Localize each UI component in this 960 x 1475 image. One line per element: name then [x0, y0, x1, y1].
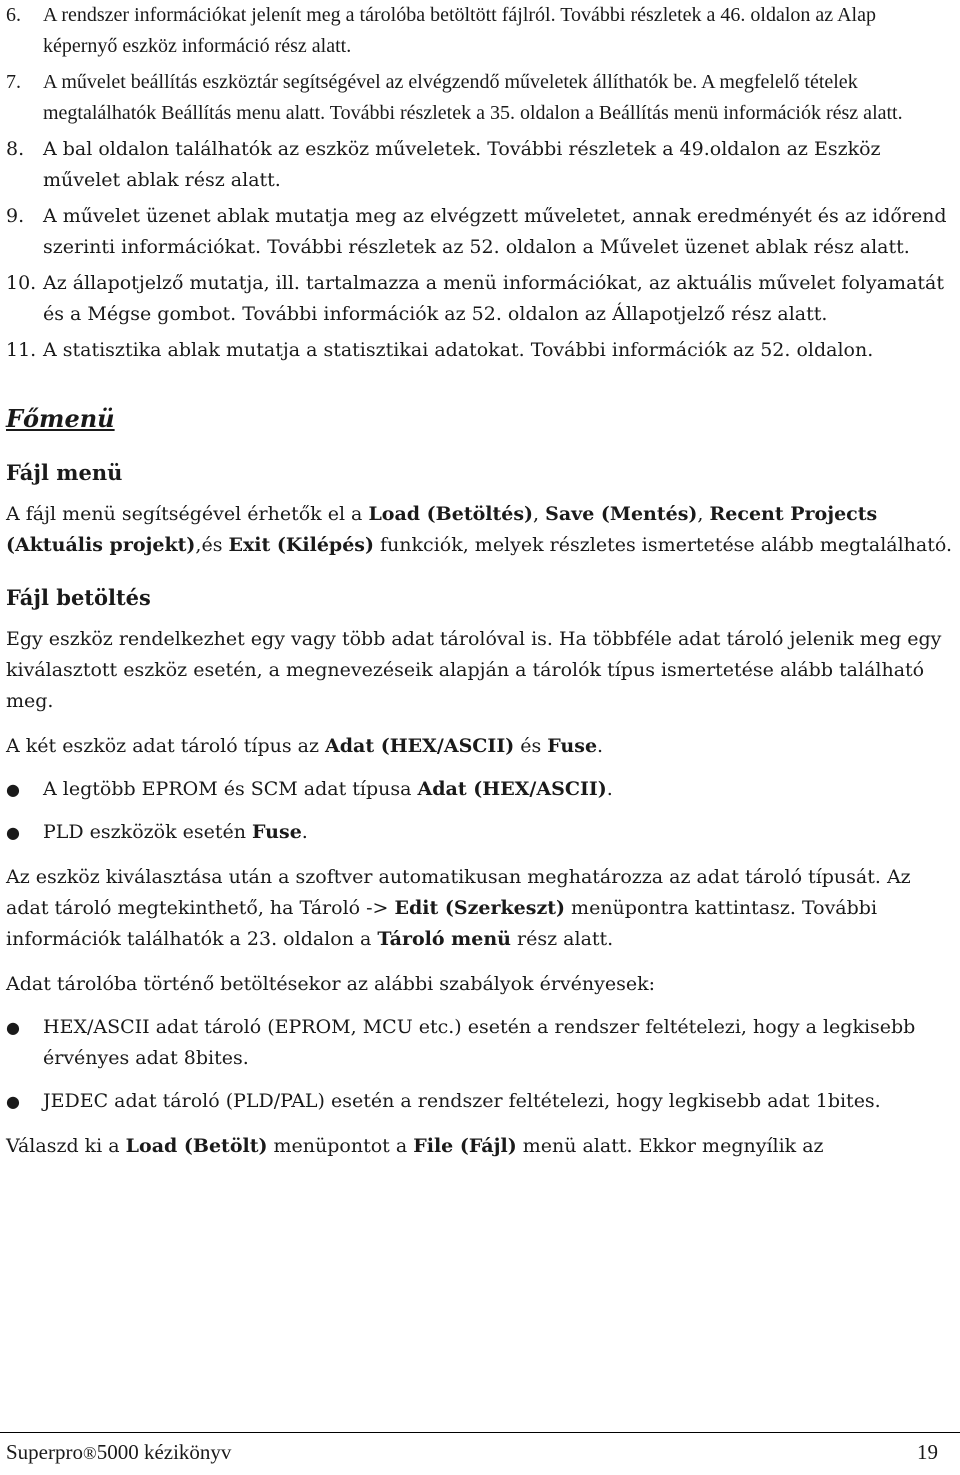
section-heading-main-menu: Főmenü: [6, 404, 115, 433]
list-item: [6, 0, 954, 62]
section-heading-file-load: Fájl betöltés: [6, 585, 151, 610]
list-text: A művelet beállítás eszköztár segítségével az elvégzendő műveletek állíthatók be. A megfelelő tételek megtalálhatók Beállítás menu alatt. További részletek a 35. oldalon a Beállítás menü információk rész alatt.: [43, 71, 903, 124]
list-text: A bal oldalon találhatók az eszköz műveletek. További részletek a 49.oldalon az Eszköz művelet ablak rész alatt.: [43, 138, 881, 191]
bold-term: Fuse: [547, 735, 598, 757]
list-number: 11.: [6, 339, 37, 361]
paragraph-select: Az eszköz kiválasztása után a szoftver automatikusan meghatározza az adat tároló típusát. Az adat tároló megtekinthető, ha Tároló -> Edit (Szerkeszt) menüpontra kattintasz. További információk találhatók a 23. oldalon a Tároló menü rész alatt.: [6, 866, 911, 950]
bold-term: Load (Betöltés): [368, 503, 534, 525]
list-number: 7.: [6, 71, 21, 93]
list-text: A statisztika ablak mutatja a statisztikai adatokat. További információk az 52. oldalon.: [43, 339, 874, 361]
bullet-item: ● A legtöbb EPROM és SCM adat típusa Adat (HEX/ASCII).: [6, 774, 954, 805]
bold-term: Load (Betölt): [125, 1135, 268, 1157]
bullet-item: ● HEX/ASCII adat tároló (EPROM, MCU etc.) esetén a rendszer feltételezi, hogy a legkisebb érvényes adat 8bites.: [6, 1012, 954, 1074]
registered-mark: ®: [83, 1443, 97, 1463]
list-item: [6, 335, 954, 366]
list-item: [6, 134, 954, 196]
bullet-icon: ●: [6, 823, 20, 842]
list-number: 8.: [6, 138, 25, 160]
footer-divider: [0, 1432, 960, 1433]
page-number: 19: [917, 1440, 938, 1464]
paragraph-last: Válaszd ki a Load (Betölt) menüpontot a File (Fájl) menü alatt. Ekkor megnyílik az: [6, 1135, 824, 1157]
bullet-icon: ●: [6, 780, 20, 799]
paragraph-rules: Adat tárolóba történő betöltésekor az alábbi szabályok érvényesek:: [6, 973, 656, 995]
list-item: [6, 201, 954, 263]
bullet-icon: ●: [6, 1092, 20, 1111]
list-number: 9.: [6, 205, 25, 227]
bold-term: File (Fájl): [413, 1135, 517, 1157]
bold-term: Tároló menü: [377, 928, 511, 950]
list-text: A rendszer információkat jelenít meg a tárolóba betöltött fájlról. További részletek a 46. oldalon az Alap képernyő eszköz információ rész alatt.: [43, 4, 876, 57]
bold-term: Fuse: [252, 821, 302, 843]
bullet-icon: ●: [6, 1018, 20, 1037]
bold-term: Exit (Kilépés): [228, 534, 374, 556]
list-text: Az állapotjelző mutatja, ill. tartalmazza a menü információkat, az aktuális művelet folyamatát és a Mégse gombot. További információk az 52. oldalon az Állapotjelző rész alatt.: [43, 272, 944, 325]
document-page: [6, 0, 954, 1162]
paragraph-storage: Egy eszköz rendelkezhet egy vagy több adat tárolóval is. Ha többféle adat tároló jelenik meg egy kiválasztott eszköz esetén, a megnevezéseik alapján a tárolók típus ismertetése alább található meg.: [6, 628, 942, 712]
list-text: A művelet üzenet ablak mutatja meg az elvégzett műveletet, annak eredményét és az időrend szerinti információkat. További részletek az 52. oldalon a Művelet üzenet ablak rész alatt.: [43, 205, 947, 258]
bullet-item: ● JEDEC adat tároló (PLD/PAL) esetén a rendszer feltételezi, hogy legkisebb adat 1bites.: [6, 1086, 954, 1117]
list-item: [6, 67, 954, 129]
paragraph-two-types: A két eszköz adat tároló típus az Adat (HEX/ASCII) és Fuse.: [6, 735, 604, 757]
bold-term: Adat (HEX/ASCII): [417, 778, 607, 800]
bold-term: Save (Mentés): [545, 503, 698, 525]
list-number: 10.: [6, 272, 37, 294]
bold-term: Edit (Szerkeszt): [394, 897, 566, 919]
numbered-list: [6, 0, 954, 366]
bold-term: Adat (HEX/ASCII): [325, 735, 515, 757]
bold-term: Recent Projects (Aktuális projekt): [6, 503, 878, 556]
list-number: 6.: [6, 4, 21, 26]
section-heading-file-menu: Fájl menü: [6, 460, 123, 485]
footer-title: Superpro®5000 kézikönyv: [6, 1440, 232, 1464]
paragraph-file-menu: A fájl menü segítségével érhetők el a Load (Betöltés), Save (Mentés), Recent Projects (Aktuális projekt),és Exit (Kilépés) funkciók, melyek részletes ismertetése alább megtalálható.: [6, 503, 953, 556]
list-item: [6, 268, 954, 330]
bullet-item: ● PLD eszközök esetén Fuse.: [6, 817, 954, 848]
